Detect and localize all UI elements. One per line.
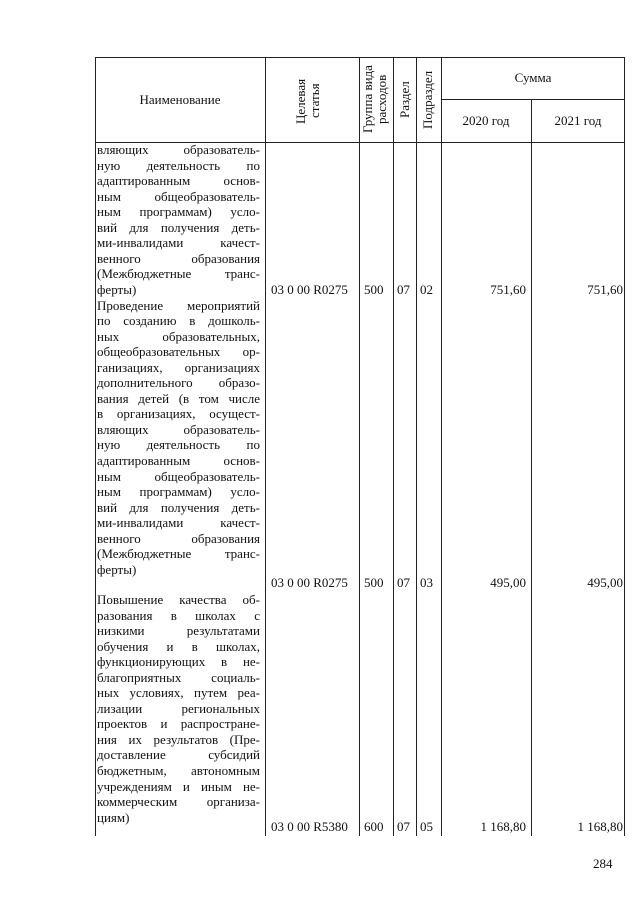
- row-3-name-line: Повышение качества об-: [97, 592, 260, 607]
- row-2-sum-2020: 495,00: [490, 575, 526, 590]
- row-1-name-line: ным программам) усло-: [97, 204, 260, 220]
- row-3-name-line: ния их результатов (Пре-: [97, 731, 260, 747]
- col-divider-sum: [441, 57, 442, 836]
- row-3-name-line: обучения и в школах,: [97, 638, 260, 654]
- row-1-section: 07: [397, 282, 410, 297]
- header-name: Наименование: [139, 91, 221, 107]
- row-3-name-line: ных условиях, путем реа-: [97, 685, 260, 701]
- row-2-section: 07: [397, 575, 410, 590]
- row-3-name-last: циям): [97, 809, 130, 825]
- row-2-name-lines: [97, 298, 260, 562]
- row-2-name-line: по созданию в дошколь-: [97, 313, 260, 329]
- row-3-name-line: разования в школах с: [97, 607, 260, 623]
- row-3-code: 03 0 00 R5380: [271, 819, 348, 834]
- page-number: 284: [593, 856, 613, 871]
- row-3-name-line: благоприятных социаль-: [97, 669, 260, 685]
- row-1-name-line: ную деятельность по: [97, 157, 260, 173]
- row-2-code: 03 0 00 R0275: [271, 575, 348, 590]
- header-subsection: Подраздел: [420, 70, 435, 130]
- row-2-name-line: (Межбюджетные транс-: [97, 546, 260, 562]
- row-2-name-line: вания детей (в том числе: [97, 390, 260, 406]
- row-2-name-line: адаптированным основ-: [97, 452, 260, 468]
- table-border-left: [95, 57, 96, 836]
- row-1-sum-2020: 751,60: [490, 282, 526, 297]
- row-1-name-line: ным общеобразователь-: [97, 188, 260, 204]
- row-1-name-line: ми-инвалидами качест-: [97, 235, 260, 251]
- row-2-name-line: Проведение мероприятий: [97, 297, 260, 313]
- row-2-group: 500: [364, 575, 384, 590]
- row-2-name-line: ным программам) усло-: [97, 484, 260, 500]
- row-2-name-line: общеобразовательных ор-: [97, 344, 260, 360]
- row-2-name-line: ми-инвалидами качест-: [97, 515, 260, 531]
- row-1-name-line: адаптированным основ-: [97, 173, 260, 189]
- row-2-name-line: вляющих образователь-: [97, 421, 260, 437]
- row-1-name-line: венного образования: [97, 250, 260, 266]
- row-2-name-line: вий для получения деть-: [97, 499, 260, 515]
- row-1-subsection: 02: [420, 282, 433, 297]
- row-3-name: [97, 592, 260, 825]
- header-expense-group: Группа вида расходов: [360, 65, 389, 133]
- col-divider-subsection: [416, 57, 417, 836]
- row-3-name-lines: [97, 592, 260, 810]
- row-1-name-line: вий для получения деть-: [97, 219, 260, 235]
- row-2-name-last: ферты): [97, 561, 137, 577]
- row-3-name-line: доставление субсидий: [97, 747, 260, 763]
- header-section: Раздел: [397, 81, 412, 119]
- row-3-name-line: коммерческим организа-: [97, 794, 260, 810]
- row-2-name-line: дополнительного образо-: [97, 375, 260, 391]
- row-2-name-line: в организациях, осущест-: [97, 406, 260, 422]
- row-3-group: 600: [364, 819, 384, 834]
- row-1-sum-2021: 751,60: [587, 282, 623, 297]
- col-divider-group: [359, 57, 360, 836]
- row-3-sum-2021: 1 168,80: [577, 819, 623, 834]
- row-1-name-last: ферты): [97, 281, 137, 297]
- header-year-2021: 2021 год: [554, 113, 602, 128]
- row-1-group: 500: [364, 282, 384, 297]
- col-divider-section: [393, 57, 394, 836]
- col-divider-code: [265, 57, 266, 836]
- row-2-name-line: венного образования: [97, 530, 260, 546]
- row-3-name-line: низкими результатами: [97, 623, 260, 639]
- row-3-sum-2020: 1 168,80: [480, 819, 526, 834]
- header-target-article: Целевая статья: [293, 78, 322, 124]
- row-2-name-line: ных образовательных,: [97, 328, 260, 344]
- row-1-name: [97, 142, 260, 297]
- row-1-name-lines: [97, 142, 260, 282]
- row-1-code: 03 0 00 R0275: [271, 282, 348, 297]
- budget-table: [95, 57, 625, 836]
- row-2-name-line: ную деятельность по: [97, 437, 260, 453]
- row-1-name-line: вляющих образователь-: [97, 142, 260, 157]
- row-2-name-line: ным общеобразователь-: [97, 468, 260, 484]
- row-3-name-line: проектов и распростране-: [97, 716, 260, 732]
- row-2-sum-2021: 495,00: [587, 575, 623, 590]
- row-3-subsection: 05: [420, 819, 433, 834]
- row-3-name-line: функционирующих в не-: [97, 654, 260, 670]
- row-2-name-line: ганизациях, организациях: [97, 359, 260, 375]
- table-border-right: [624, 57, 625, 836]
- row-1-name-line: (Межбюджетные транс-: [97, 266, 260, 282]
- col-divider-year: [531, 99, 532, 836]
- row-3-name-line: бюджетным, автономным: [97, 763, 260, 779]
- header-year-2020: 2020 год: [462, 113, 510, 128]
- row-3-section: 07: [397, 819, 410, 834]
- header-sum: Сумма: [514, 70, 552, 85]
- row-2-name: [97, 298, 260, 578]
- row-2-subsection: 03: [420, 575, 433, 590]
- row-3-name-line: лизации региональных: [97, 700, 260, 716]
- row-3-name-line: учреждениям и иным не-: [97, 778, 260, 794]
